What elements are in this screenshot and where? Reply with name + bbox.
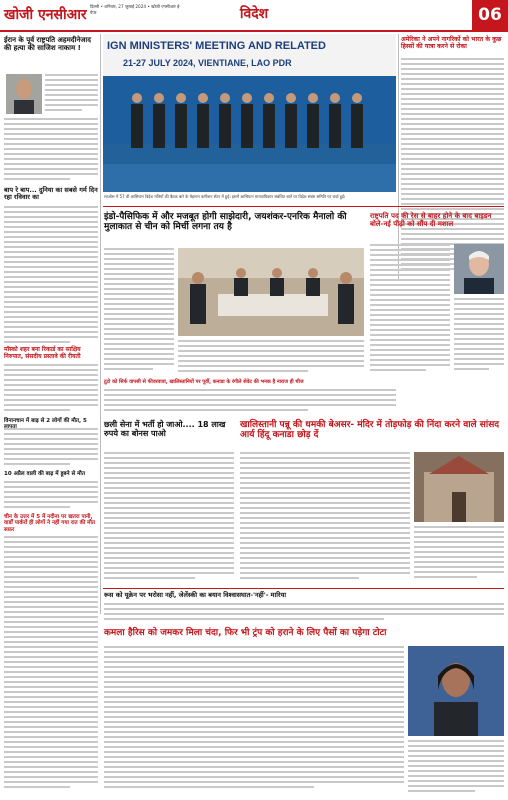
article-body-kamala [104, 646, 404, 796]
banner-line-2: 21-27 JULY 2024, VIENTIANE, LAO PDR [123, 58, 292, 68]
article-headline-mosco: मॉस्को शहर बना रिकार्ड का साक्षिय निरुपात, संसदीय प्रस्तावे की रीयती [4, 346, 81, 360]
article-headline-indopacific: इंडो-पैसिफिक में और मजबूत होगी साझेदारी, जयशंकर-एनरिक मैनालो की मुलाकात से चीन को मिर्ची लगना तय है [104, 212, 347, 233]
article-body-china [4, 536, 98, 798]
article-headline-kamala: कमला हैरिस को जमकर मिला चंदा, फिर भी ट्रंप को हराने के लिए पैसों का पड़ेगा टोटा [104, 628, 387, 638]
asean-meeting-photo [103, 34, 396, 192]
masthead-info: दिल्ली • शनिवार, 27 जुलाई 2024 • खोजी एनसीआर ई-पेपर [90, 4, 181, 15]
article-body-indopacific-1 [104, 248, 174, 376]
newspaper-title: खोजी एनसीआर [4, 7, 87, 23]
biden-photo [454, 244, 504, 294]
column-divider [100, 34, 101, 614]
article-headline-biden: राष्ट्रपति पद की रेस से बाहर होने के बाद बाइडन बोले-नई पीढ़ी को सौंप दी मशाल [370, 212, 492, 229]
column-divider [398, 34, 399, 279]
section-title: विदेश [239, 6, 269, 22]
temple-photo [414, 452, 504, 522]
photo-caption: लाओस में 57 वीं आसियान विदेश मंत्रियों की बैठक बारे के मेहमान कमीशन सेंटर में हुई। इसमें आसियान मानवाधिकार संबंधित बातें पर विदेश संबंध समिति पर चर्चा हुई। [104, 194, 346, 199]
kamala-harris-photo [408, 646, 504, 736]
article-body-russia [104, 603, 504, 623]
article-headline-army: छ्ली सेना में भर्ती हो जाओ.... 18 लाख रुपये का बोनस पाओ [104, 420, 226, 439]
article-headline-china: चीन के उत्तर में 5 में नदीना पर खतरा पानी, वार्डों पार्करों ही लोगों ने नहीं गया रात की मौत सफ़र [4, 514, 96, 533]
article-body-khalistan [240, 452, 410, 582]
article-body-rain [4, 481, 98, 511]
article-headline-flood: विनानचान में बाढ़ से 2 लोगों की मौत, 5 [4, 418, 87, 424]
article-headline-youth: टूटो को सिर्फ वापसी से फीवरवावा, खालिस्तानियों पर पूर्वी, कनाडा के रंगीले सेवेट की भनक है नाराज ही चीज [104, 379, 304, 385]
article-body-iran [45, 74, 98, 114]
article-headline-rain: 10 अप्रैल वाली की बाढ़ में डूबने से मौत [4, 471, 85, 477]
article-body-heat [4, 206, 98, 344]
article-headline-khalistan: खालिस्तानी पन्नू की धमकी बेअसर- मंदिर में तोड़फोड़ की निंदा करने वाले सांसद आर्य हिंदू कनाडा छोड़ दें [240, 420, 500, 441]
article-body-biden-1 [370, 244, 450, 376]
article-headline-usa-india: अमेरिका ने अपने नागरिकों को भारत के कुछ हिस्सों की यात्रा करने से रोका [401, 36, 502, 51]
article-body-flood [4, 428, 98, 468]
article-body-khalistan-2 [414, 526, 504, 582]
article-headline-iran: ईरान के पूर्व राष्ट्रपति अहमदीनेजाद की हत्या की साजिश नाकाम ! [4, 36, 91, 53]
masthead [0, 0, 508, 32]
portrait-photo [6, 74, 42, 114]
article-body-army [104, 452, 234, 582]
article-body-indopacific-2 [178, 340, 364, 376]
page-number: 06 [472, 0, 508, 30]
banner-line-1: IGN MINISTERS' MEETING AND RELATED [107, 40, 326, 52]
article-headline-heat: बाप रे बाप... दुनिया का सबसे गर्म दिन रहा रविवार का [4, 186, 98, 202]
article-body-biden-2 [454, 298, 504, 376]
section-divider [103, 588, 504, 589]
article-headline-russia: रूस को यूक्रेन पर भरोसा नहीं, जेलेंस्की का बयान विश्वासघात-'नहीं'- मारिया [104, 591, 287, 599]
section-divider [103, 206, 504, 207]
article-body-youth [104, 389, 396, 415]
article-body-mosco [4, 364, 98, 412]
meeting-photo [178, 248, 364, 336]
article-body-kamala-2 [408, 740, 504, 796]
article-body-iran-2 [4, 118, 98, 184]
